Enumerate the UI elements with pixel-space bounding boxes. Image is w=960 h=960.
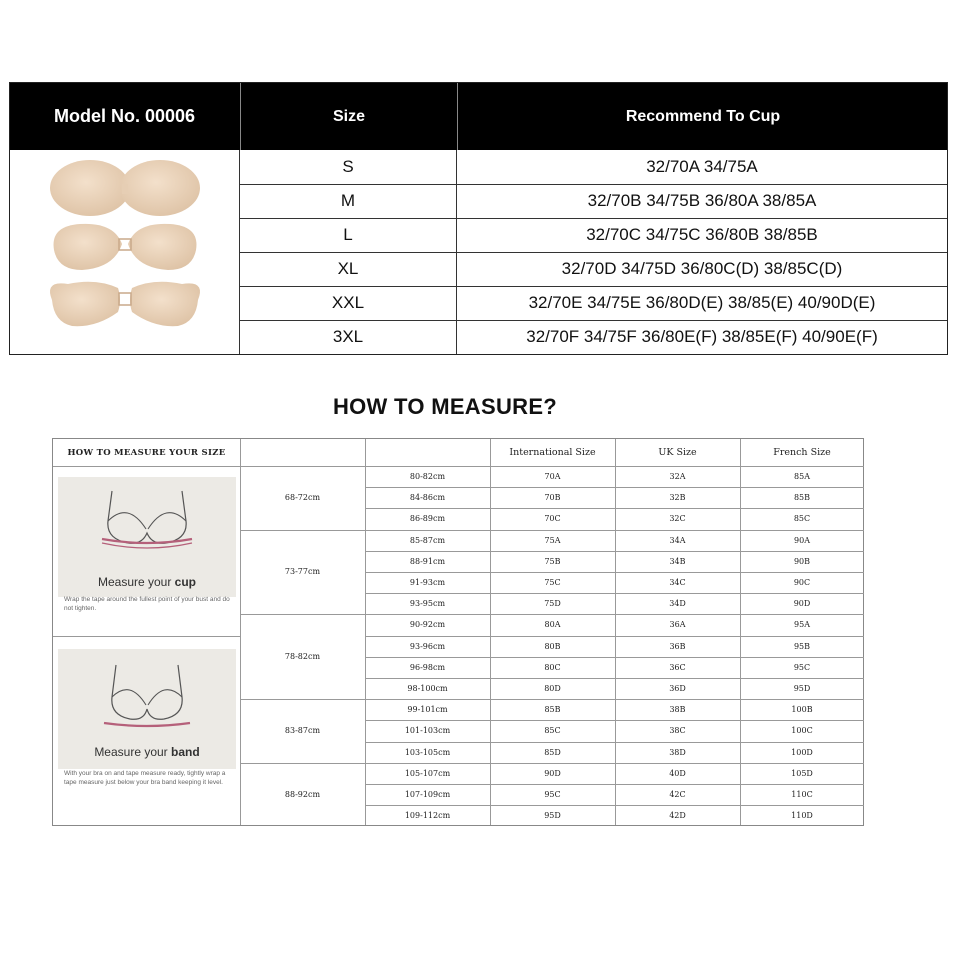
french-size-cell: 90D: [793, 599, 811, 609]
row-divider: [240, 286, 947, 287]
french-size-header: French Size: [773, 447, 831, 458]
international-size-cell: 75B: [544, 556, 561, 566]
row-divider: [240, 252, 947, 253]
french-size-cell: 90B: [793, 556, 811, 566]
international-size-cell: 75D: [544, 599, 561, 609]
international-size-cell: 75C: [544, 578, 561, 588]
recommended-cup-value: 32/70B 34/75B 36/80A 38/85A: [587, 191, 817, 210]
grid-line: [53, 636, 240, 637]
french-size-cell: 105D: [791, 768, 813, 778]
french-size-cell: 95C: [793, 662, 811, 672]
bust-range-cell: 88-91cm: [409, 556, 446, 566]
product-images: [10, 150, 239, 354]
band-range-cell: 73-77cm: [284, 567, 321, 577]
bust-range-cell: 96-98cm: [409, 662, 446, 672]
french-size-cell: 90C: [793, 578, 811, 588]
international-size-cell: 80D: [544, 684, 561, 694]
measure-cup-description: Wrap the tape around the fullest point of your bust and do not tighten.: [64, 596, 230, 612]
uk-size-cell: 36A: [669, 620, 686, 630]
measure-cup-panel: [58, 477, 236, 597]
size-value: 3XL: [332, 327, 364, 346]
bust-range-cell: 80-82cm: [409, 472, 446, 482]
bra-cup-measure-icon: [58, 481, 236, 561]
international-size-cell: 85B: [544, 705, 561, 715]
bra-band-measure-icon: [58, 653, 236, 737]
bust-range-cell: 84-86cm: [409, 493, 446, 503]
french-size-cell: 85C: [793, 514, 811, 524]
left-column-header: HOW TO MEASURE YOUR SIZE: [67, 447, 226, 458]
size-row: [240, 218, 947, 252]
uk-size-cell: 40D: [669, 768, 686, 778]
bust-range-cell: 91-93cm: [409, 578, 446, 588]
bust-range-cell: 109-112cm: [404, 811, 451, 821]
international-size-cell: 95D: [544, 811, 561, 821]
size-row: [240, 150, 947, 184]
size-value: XL: [337, 259, 359, 278]
product-image-cell: [10, 150, 239, 354]
french-size-cell: 100B: [791, 705, 813, 715]
international-size-cell: 70B: [544, 493, 561, 503]
uk-size-cell: 36D: [669, 684, 686, 694]
bust-range-cell: 90-92cm: [409, 620, 446, 630]
french-size-cell: 110D: [791, 811, 813, 821]
how-to-measure-title: HOW TO MEASURE?: [332, 394, 558, 419]
bust-range-cell: 107-109cm: [404, 790, 451, 800]
size-row: [240, 286, 947, 320]
international-size-cell: 85C: [544, 726, 561, 736]
bust-range-cell: 93-96cm: [409, 641, 446, 651]
size-value: M: [340, 191, 356, 210]
international-size-cell: 70C: [544, 514, 561, 524]
uk-size-cell: 36C: [669, 662, 686, 672]
uk-size-cell: 38C: [669, 726, 686, 736]
bust-range-cell: 99-101cm: [407, 705, 448, 715]
size-value: L: [343, 225, 353, 244]
measure-band-panel: [58, 649, 236, 769]
french-size-cell: 85B: [793, 493, 811, 503]
uk-size-cell: 34A: [669, 535, 686, 545]
measure-band-description: With your bra on and tape measure ready, tightly wrap a tape measure just below your bra band keeping it level.: [64, 770, 226, 786]
size-value: XXL: [331, 293, 365, 312]
size-row: [240, 320, 947, 354]
french-size-cell: 95A: [794, 620, 810, 630]
recommended-cup-value: 32/70A 34/75A: [646, 157, 758, 176]
bust-range-cell: 98-100cm: [407, 684, 448, 694]
row-divider: [240, 218, 947, 219]
uk-size-cell: 38D: [669, 747, 686, 757]
french-size-cell: 95D: [793, 684, 811, 694]
bust-range-cell: 103-105cm: [404, 747, 451, 757]
size-row: [240, 184, 947, 218]
french-size-cell: 95B: [793, 641, 811, 651]
table-header-row: [10, 83, 947, 150]
band-range-cell: 88-92cm: [284, 790, 321, 800]
adhesive-bra-wing-icon: [50, 282, 200, 326]
international-size-cell: 75A: [544, 535, 561, 545]
adhesive-bra-clasp-icon: [54, 224, 197, 270]
uk-size-cell: 34C: [669, 578, 686, 588]
french-size-cell: 100C: [791, 726, 813, 736]
uk-size-cell: 36B: [669, 641, 686, 651]
uk-size-cell: 32C: [669, 514, 686, 524]
row-divider: [240, 320, 947, 321]
international-size-cell: 90D: [544, 768, 561, 778]
french-size-cell: 90A: [794, 535, 810, 545]
measure-cup-caption: Measure your cup: [97, 575, 197, 589]
international-size-cell: 80A: [544, 620, 561, 630]
international-size-cell: 85D: [544, 747, 561, 757]
uk-size-cell: 42D: [669, 811, 686, 821]
recommended-cup-value: 32/70F 34/75F 36/80E(F) 38/85E(F) 40/90E(F): [526, 327, 878, 346]
bust-range-cell: 85-87cm: [409, 535, 446, 545]
uk-size-cell: 34B: [669, 556, 686, 566]
size-value: S: [342, 157, 354, 176]
bust-range-cell: 93-95cm: [409, 599, 446, 609]
bust-range-cell: 101-103cm: [404, 726, 451, 736]
french-size-cell: 100D: [791, 747, 813, 757]
band-range-cell: 83-87cm: [284, 726, 321, 736]
international-size-header: International Size: [509, 447, 596, 458]
recommended-cup-value: 32/70D 34/75D 36/80C(D) 38/85C(D): [561, 259, 843, 278]
international-size-cell: 80C: [544, 662, 561, 672]
uk-size-cell: 34D: [669, 599, 686, 609]
uk-size-cell: 32B: [669, 493, 686, 503]
international-size-cell: 80B: [544, 641, 561, 651]
measurement-size-chart: [52, 438, 864, 826]
uk-size-header: UK Size: [658, 447, 697, 458]
recommended-cup-value: 32/70E 34/75E 36/80D(E) 38/85(E) 40/90D(E): [528, 293, 876, 312]
bust-range-cell: 105-107cm: [404, 768, 451, 778]
recommended-cup-value: 32/70C 34/75C 36/80B 38/85B: [586, 225, 818, 244]
recommend-cup-column-header: Recommend To Cup: [457, 83, 948, 150]
size-row: [240, 252, 947, 286]
uk-size-cell: 32A: [669, 472, 686, 482]
uk-size-cell: 38B: [669, 705, 686, 715]
bust-range-cell: 86-89cm: [409, 514, 446, 524]
international-size-cell: 95C: [544, 790, 561, 800]
uk-size-cell: 42C: [669, 790, 686, 800]
band-range-cell: 68-72cm: [284, 493, 321, 503]
measure-band-caption: Measure your band: [94, 745, 200, 759]
french-size-cell: 85A: [794, 472, 810, 482]
size-column-header: Size: [240, 83, 457, 150]
international-size-cell: 70A: [544, 472, 561, 482]
model-number-header: Model No. 00006: [53, 106, 196, 126]
band-range-cell: 78-82cm: [284, 652, 321, 662]
size-recommendation-table: [9, 82, 948, 355]
adhesive-bra-round-icon: [50, 160, 200, 216]
row-divider: [240, 184, 947, 185]
french-size-cell: 110C: [791, 790, 813, 800]
